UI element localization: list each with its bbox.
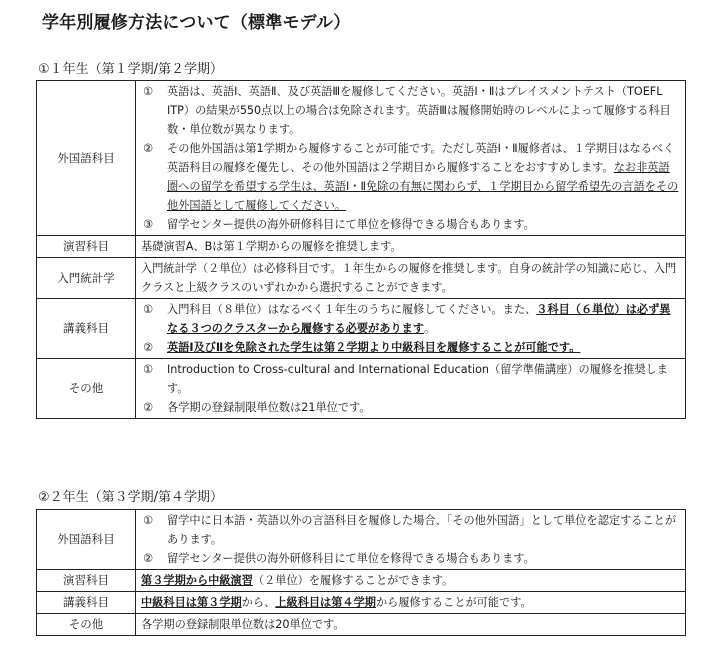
item-number: ②: [143, 341, 154, 354]
row-label: 講義科目: [37, 299, 136, 359]
item-text: 留学センター提供の海外研修科目にて単位を修得できる場合もあります。: [167, 218, 535, 231]
row-label: 講義科目: [37, 592, 136, 614]
item-number: ①: [143, 514, 154, 527]
row-content: 各学期の登録制限単位数は20単位です。: [136, 614, 686, 636]
item-text: [167, 300, 680, 338]
list-item: [141, 511, 680, 549]
year1-row-seminar: [37, 236, 686, 258]
item-text-emphasis: 英語Ⅰ及びⅡを免除された学生は第２学期より中級科目を履修することが可能です。: [167, 341, 581, 354]
year1-table: [36, 80, 686, 419]
list-item: [141, 215, 680, 234]
row-label: 入門統計学: [37, 258, 136, 299]
item-text-emphasis: 中級科目は第３学期: [141, 596, 242, 609]
row-label: 外国語科目: [37, 510, 136, 570]
item-number: ①: [143, 363, 154, 376]
row-content: [136, 592, 686, 614]
year2-row-seminar: [37, 570, 686, 592]
year1-heading: ①１年生（第１学期/第２学期）: [38, 62, 224, 77]
item-text: Introduction to Cross-cultural and International Education（留学準備講座）の履修を推奨します。: [167, 363, 669, 395]
row-content: [136, 81, 686, 236]
item-text-emphasis: 上級科目は第４学期: [275, 596, 376, 609]
item-text-emphasis: ３科目（６単: [536, 303, 604, 316]
item-text: 英語は、英語Ⅰ、英語Ⅱ、及び英語Ⅲを履修してください。英語Ⅰ・Ⅱはプレイスメントテスト（TOEFL ITP）の結果が550点以上の場合は免除されます。英語Ⅲは履修開始時のレベルによって履修する科目数・単位数が異なります。: [167, 85, 671, 136]
item-text-plain: （２単位）を履修することができます。: [252, 574, 454, 587]
item-text-plain: から、: [241, 596, 276, 609]
list-item: [141, 139, 680, 215]
item-text-plain: 。: [423, 322, 436, 335]
row-label: その他: [37, 359, 136, 419]
year2-table: [36, 509, 686, 636]
item-text: 留学中に日本語・英語以外の言語科目を履修した場合、「その他外国語」として単位を認定することがあります。: [167, 514, 677, 546]
item-text-plain: 入門科目（８単位）はなるべく１年生のうちに履修してください。また、: [167, 303, 537, 316]
item-number: ①: [143, 303, 154, 316]
list-item: [141, 360, 680, 398]
row-content: 基礎演習A、Bは第１学期からの履修を推奨します。: [136, 236, 686, 258]
row-content: [136, 510, 686, 570]
year1-row-lecture: [37, 299, 686, 359]
list-item: [141, 338, 680, 357]
item-text: 各学期の登録制限単位数は21単位です。: [167, 401, 371, 414]
item-text: [167, 139, 680, 215]
year2-heading: ②２年生（第３学期/第４学期）: [38, 490, 224, 505]
item-number: ②: [143, 552, 154, 565]
row-label: 演習科目: [37, 570, 136, 592]
list-item: [141, 300, 680, 338]
item-number: ②: [143, 401, 154, 414]
row-label: その他: [37, 614, 136, 636]
row-content: 入門統計学（２単位）は必修科目です。１年生からの履修を推奨します。自身の統計学の知識に応じ、入門クラスと上級クラスのいずれかから選択することができます。: [136, 258, 686, 299]
row-content: [136, 359, 686, 419]
year2-row-other: [37, 614, 686, 636]
item-text-emphasis: 第３学期から中級演習: [141, 574, 253, 587]
list-item: [141, 398, 680, 417]
page-title: 学年別履修方法について（標準モデル）: [42, 13, 351, 33]
row-content: [136, 299, 686, 359]
year1-row-other: [37, 359, 686, 419]
row-content: [136, 570, 686, 592]
list-item: [141, 549, 680, 568]
year2-row-lecture: [37, 592, 686, 614]
item-text: 留学センター提供の海外研修科目にて単位を修得できる場合もあります。: [167, 552, 535, 565]
item-text-emphasis: 位）は必ず異なる３つのクラスターから履修する必要があります: [167, 303, 671, 335]
item-number: ①: [143, 85, 154, 98]
item-text-plain: から履修することが可能です。: [375, 596, 532, 609]
item-text-underlined: なお非英語圏への留学を希望する学生は、英語Ⅰ・Ⅱ免除の有無に関わらず、１学期目から留学希望先の言語をその他外国語として履修してください。: [167, 161, 679, 212]
item-number: ②: [143, 142, 154, 155]
row-label: 外国語科目: [37, 81, 136, 236]
year1-row-foreign: [37, 81, 686, 236]
year2-row-foreign: [37, 510, 686, 570]
year1-row-stats: [37, 258, 686, 299]
item-number: ③: [143, 218, 154, 231]
item-text-plain: その他外国語は第1学期から履修することが可能です。ただし英語Ⅰ・Ⅱ履修者は、１学期目はなるべく英語科目の履修を優先し、その他外国語は２学期目から履修することをおすすめします。: [167, 142, 675, 174]
row-label: 演習科目: [37, 236, 136, 258]
list-item: [141, 82, 680, 139]
